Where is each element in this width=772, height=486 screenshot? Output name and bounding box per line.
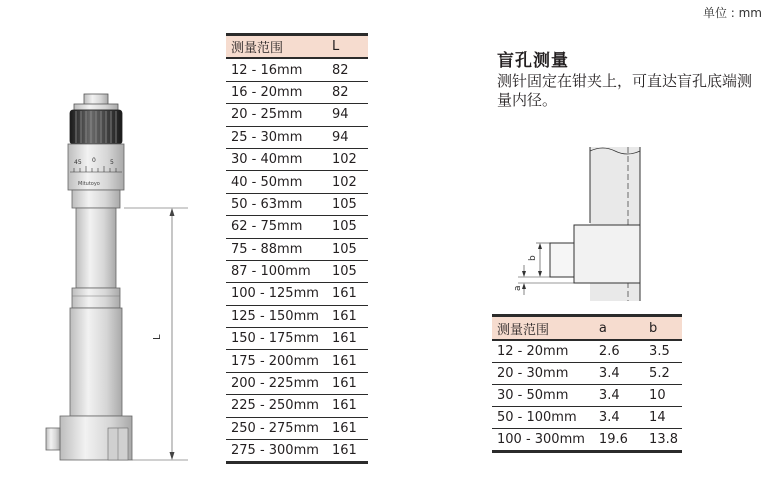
blind-hole-spec-table bbox=[492, 314, 682, 453]
dimension-l-label: L bbox=[152, 334, 163, 340]
range-cell: 75 - 88mm bbox=[226, 238, 327, 260]
header-b: b bbox=[644, 316, 682, 341]
range-cell: 30 - 50mm bbox=[492, 385, 594, 407]
diagram-label-a: a bbox=[513, 285, 523, 291]
table-row bbox=[492, 385, 682, 407]
blind-hole-diagram bbox=[508, 145, 648, 305]
l-cell: 82 bbox=[327, 81, 368, 103]
table-row bbox=[226, 58, 368, 81]
table-row bbox=[226, 328, 368, 350]
table-row bbox=[226, 305, 368, 327]
b-cell: 10 bbox=[644, 385, 682, 407]
l-cell: 161 bbox=[327, 305, 368, 327]
l-cell: 161 bbox=[327, 372, 368, 394]
header-l: L bbox=[327, 35, 368, 59]
l-cell: 161 bbox=[327, 328, 368, 350]
l-cell: 82 bbox=[327, 58, 368, 81]
range-cell: 200 - 225mm bbox=[226, 372, 327, 394]
table-row bbox=[226, 260, 368, 282]
table-row bbox=[226, 171, 368, 193]
a-cell: 2.6 bbox=[594, 340, 644, 363]
table-row bbox=[226, 440, 368, 463]
range-cell: 50 - 63mm bbox=[226, 193, 327, 215]
range-cell: 25 - 30mm bbox=[226, 126, 327, 148]
table-row bbox=[226, 350, 368, 372]
range-cell: 275 - 300mm bbox=[226, 440, 327, 463]
range-cell: 175 - 200mm bbox=[226, 350, 327, 372]
range-cell: 12 - 16mm bbox=[226, 58, 327, 81]
table-row bbox=[492, 407, 682, 429]
range-cell: 150 - 175mm bbox=[226, 328, 327, 350]
table-row bbox=[226, 283, 368, 305]
range-cell: 16 - 20mm bbox=[226, 81, 327, 103]
table-row bbox=[492, 340, 682, 363]
l-cell: 102 bbox=[327, 148, 368, 170]
b-cell: 5.2 bbox=[644, 363, 682, 385]
range-cell: 50 - 100mm bbox=[492, 407, 594, 429]
range-cell: 20 - 25mm bbox=[226, 104, 327, 126]
table-header-row bbox=[492, 316, 682, 341]
l-cell: 105 bbox=[327, 260, 368, 282]
header-range: 测量范围 bbox=[226, 35, 327, 59]
blind-hole-title: 盲孔测量 bbox=[497, 51, 569, 71]
range-cell: 100 - 300mm bbox=[492, 429, 594, 452]
unit-note: 单位 : mm bbox=[702, 6, 762, 20]
bore-micrometer-illustration bbox=[40, 92, 196, 470]
l-cell: 94 bbox=[327, 104, 368, 126]
table-header-row bbox=[226, 35, 368, 59]
header-range: 测量范围 bbox=[492, 316, 594, 341]
length-spec-table bbox=[226, 33, 368, 464]
range-cell: 20 - 30mm bbox=[492, 363, 594, 385]
table-row bbox=[226, 372, 368, 394]
brand-text: Mitutoyo bbox=[78, 181, 100, 187]
range-cell: 40 - 50mm bbox=[226, 171, 327, 193]
a-cell: 3.4 bbox=[594, 385, 644, 407]
range-cell: 62 - 75mm bbox=[226, 216, 327, 238]
a-cell: 19.6 bbox=[594, 429, 644, 452]
thimble-number: 5 bbox=[110, 159, 114, 166]
range-cell: 125 - 150mm bbox=[226, 305, 327, 327]
range-cell: 12 - 20mm bbox=[492, 340, 594, 363]
header-a: a bbox=[594, 316, 644, 341]
l-cell: 105 bbox=[327, 193, 368, 215]
table-row bbox=[226, 81, 368, 103]
l-cell: 161 bbox=[327, 417, 368, 439]
range-cell: 30 - 40mm bbox=[226, 148, 327, 170]
b-cell: 14 bbox=[644, 407, 682, 429]
l-cell: 161 bbox=[327, 440, 368, 463]
l-cell: 161 bbox=[327, 395, 368, 417]
table-row bbox=[226, 417, 368, 439]
range-cell: 250 - 275mm bbox=[226, 417, 327, 439]
table-row bbox=[226, 193, 368, 215]
l-cell: 161 bbox=[327, 283, 368, 305]
table-row bbox=[226, 238, 368, 260]
a-cell: 3.4 bbox=[594, 363, 644, 385]
thimble-number: 45 bbox=[74, 159, 82, 166]
b-cell: 13.8 bbox=[644, 429, 682, 452]
table-row bbox=[226, 126, 368, 148]
blind-hole-description: 测针固定在钳夹上，可直达盲孔底端测量内径。 bbox=[497, 72, 753, 109]
l-cell: 105 bbox=[327, 216, 368, 238]
l-cell: 161 bbox=[327, 350, 368, 372]
b-cell: 3.5 bbox=[644, 340, 682, 363]
table-row bbox=[492, 429, 682, 452]
table-row bbox=[226, 216, 368, 238]
thimble-number: 0 bbox=[92, 157, 96, 164]
a-cell: 3.4 bbox=[594, 407, 644, 429]
range-cell: 87 - 100mm bbox=[226, 260, 327, 282]
range-cell: 225 - 250mm bbox=[226, 395, 327, 417]
l-cell: 105 bbox=[327, 238, 368, 260]
table-row bbox=[226, 148, 368, 170]
diagram-label-b: b bbox=[528, 255, 538, 261]
l-cell: 94 bbox=[327, 126, 368, 148]
range-cell: 100 - 125mm bbox=[226, 283, 327, 305]
table-row bbox=[492, 363, 682, 385]
table-row bbox=[226, 395, 368, 417]
l-cell: 102 bbox=[327, 171, 368, 193]
table-row bbox=[226, 104, 368, 126]
